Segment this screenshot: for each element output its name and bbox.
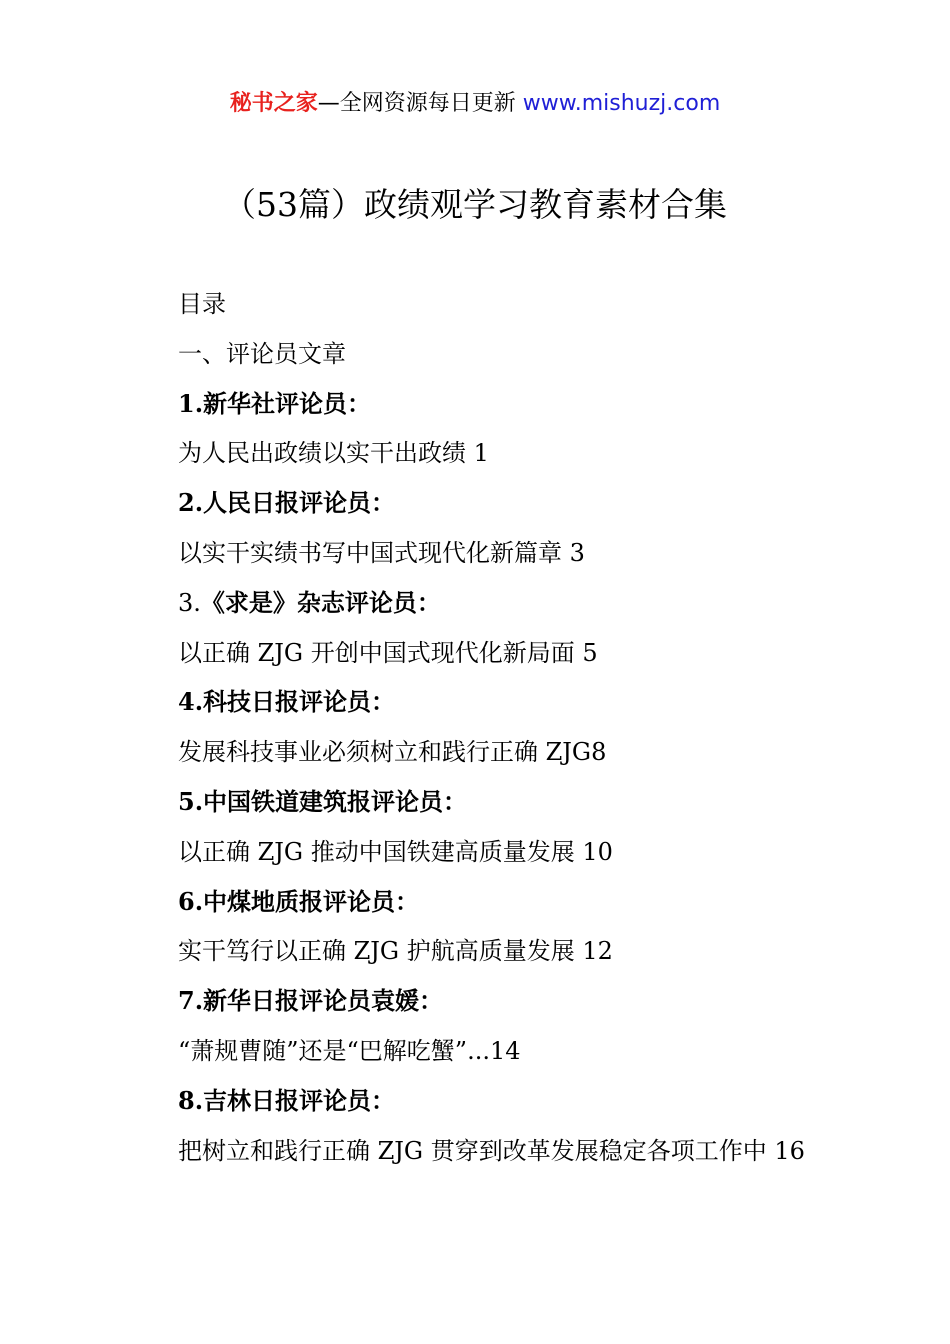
- toc-entry-link[interactable]: 以正确 ZJG 推动中国铁建高质量发展 10: [178, 837, 613, 866]
- toc-entry-number: 3.: [178, 588, 201, 617]
- toc-entry-source: 5.中国铁道建筑报评论员：: [178, 786, 468, 816]
- toc-entry-source: 7.新华日报评论员袁媛：: [178, 986, 444, 1016]
- toc-heading: 目录: [178, 290, 226, 318]
- toc-entry-source: 2.人民日报评论员：: [178, 488, 396, 518]
- toc-entry-link[interactable]: 发展科技事业必须树立和践行正确 ZJG8: [178, 738, 607, 767]
- toc-entry-source: 8.吉林日报评论员：: [178, 1085, 396, 1115]
- site-url-link[interactable]: www.mishuzj.com: [522, 91, 721, 116]
- toc-entry-link[interactable]: 把树立和践行正确 ZJG 贯穿到改革发展稳定各项工作中 16: [178, 1136, 805, 1165]
- document-title: （53篇）政绩观学习教育素材合集: [223, 185, 727, 224]
- toc-entry-source-name: 《求是》杂志评论员：: [200, 587, 441, 617]
- toc-entry-link[interactable]: “萧规曹随”还是“巴解吃蟹”...14: [178, 1036, 521, 1065]
- toc-entry-source: 4.科技日报评论员：: [178, 687, 396, 717]
- table-of-contents: [178, 284, 878, 1180]
- toc-entry-source: [178, 583, 878, 633]
- toc-entry-link[interactable]: 以实干实绩书写中国式现代化新篇章 3: [178, 538, 585, 567]
- toc-section-heading: 一、评论员文章: [178, 339, 346, 368]
- site-brand: 秘书之家: [229, 91, 318, 116]
- toc-entry-source: 1.新华社评论员：: [178, 388, 372, 418]
- site-header: [0, 88, 950, 120]
- toc-entry-link[interactable]: 以正确 ZJG 开创中国式现代化新局面 5: [178, 638, 598, 667]
- toc-entry-link[interactable]: 为人民出政绩以实干出政绩 1: [178, 439, 489, 468]
- toc-entry-source: 6.中煤地质报评论员：: [178, 886, 420, 916]
- site-tagline: —全网资源每日更新: [317, 91, 523, 116]
- toc-entry-link[interactable]: 实干笃行以正确 ZJG 护航高质量发展 12: [178, 937, 613, 966]
